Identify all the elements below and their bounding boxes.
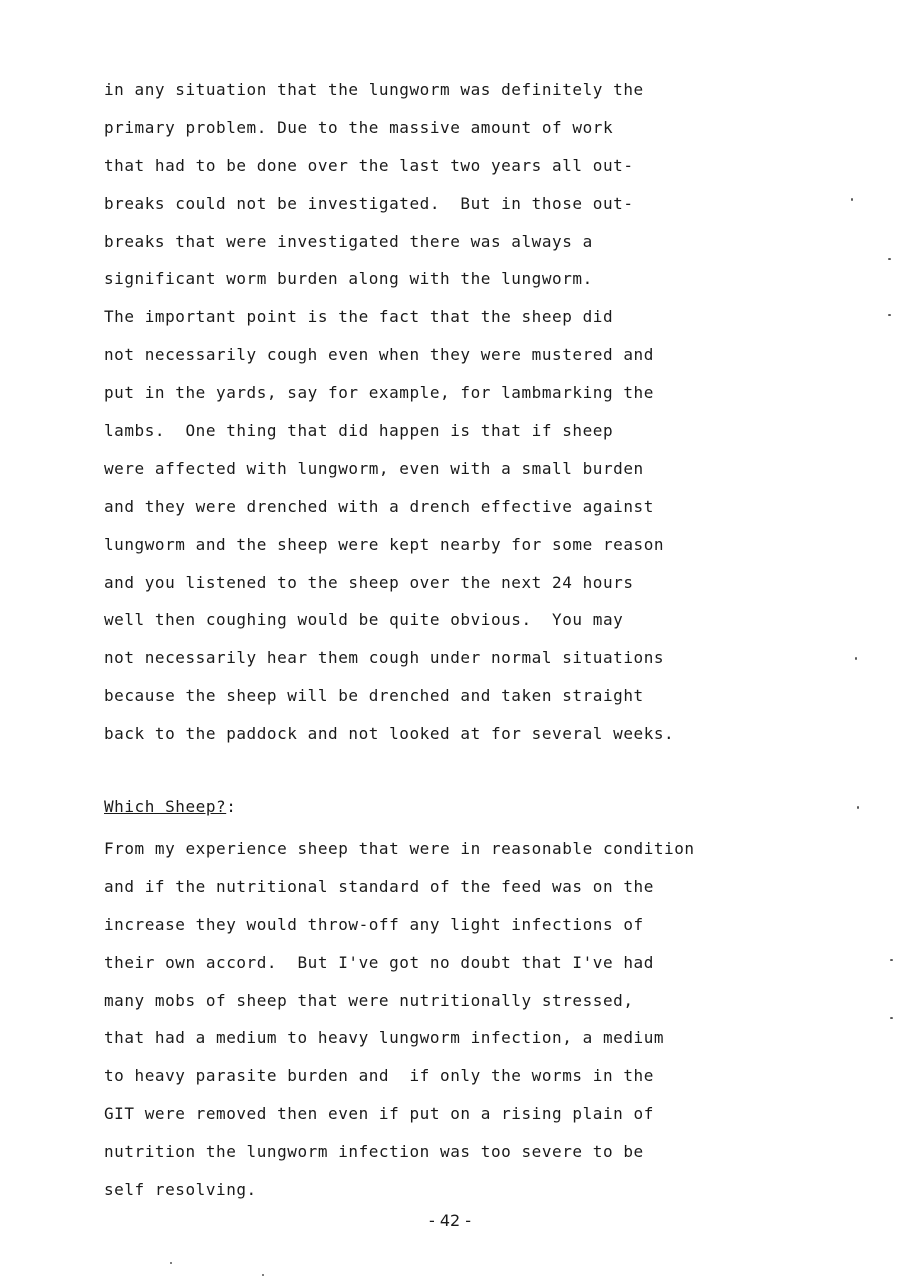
scan-speck xyxy=(888,258,891,260)
text-line: and if the nutritional standard of the feed was on the xyxy=(104,876,654,896)
text-line: that had a medium to heavy lungworm infection, a medium xyxy=(104,1028,665,1048)
paragraph-which-sheep xyxy=(104,830,804,1209)
text-line: to heavy parasite burden and if only the worms in the xyxy=(104,1066,654,1086)
text-line: not necessarily hear them cough under normal situations xyxy=(104,648,665,668)
scan-speck xyxy=(170,1262,172,1264)
text-line: well then coughing would be quite obvious. You may xyxy=(104,610,624,630)
section-heading-colon: : xyxy=(226,797,237,816)
scan-speck xyxy=(890,1017,893,1019)
section-heading-text: Which Sheep? xyxy=(104,797,227,816)
text-line: increase they would throw-off any light infections of xyxy=(104,914,644,934)
text-line: breaks could not be investigated. But in those out- xyxy=(104,193,634,213)
text-line: breaks that were investigated there was always a xyxy=(104,231,593,251)
text-line: because the sheep will be drenched and taken straight xyxy=(104,686,644,706)
scan-speck xyxy=(851,198,853,201)
text-line: back to the paddock and not looked at for several weeks. xyxy=(104,724,675,744)
scan-speck xyxy=(855,657,857,660)
section-heading xyxy=(104,792,804,822)
text-line: that had to be done over the last two years all out- xyxy=(104,155,634,175)
text-line: their own accord. But I've got no doubt that I've had xyxy=(104,952,654,972)
text-line: lambs. One thing that did happen is that if sheep xyxy=(104,421,614,441)
scan-speck xyxy=(888,314,891,316)
text-line: GIT were removed then even if put on a rising plain of xyxy=(104,1104,654,1124)
page-number: - 42 - xyxy=(428,1211,472,1230)
paragraph-lungworm-outbreaks xyxy=(104,71,804,753)
scan-speck xyxy=(890,959,893,961)
text-line: significant worm burden along with the lungworm. xyxy=(104,269,593,289)
scan-speck xyxy=(857,806,859,809)
text-line: nutrition the lungworm infection was too severe to be xyxy=(104,1142,644,1162)
text-line: not necessarily cough even when they were mustered and xyxy=(104,345,654,365)
text-line: lungworm and the sheep were kept nearby for some reason xyxy=(104,534,665,554)
text-line: put in the yards, say for example, for lambmarking the xyxy=(104,383,654,403)
text-line: in any situation that the lungworm was definitely the xyxy=(104,80,644,99)
text-line: From my experience sheep that were in reasonable condition xyxy=(104,839,695,858)
text-line: many mobs of sheep that were nutritionally stressed, xyxy=(104,990,634,1010)
text-line: The important point is the fact that the sheep did xyxy=(104,307,614,327)
scan-speck xyxy=(262,1274,264,1276)
text-line: primary problem. Due to the massive amount of work xyxy=(104,117,614,137)
text-line: were affected with lungworm, even with a small burden xyxy=(104,458,644,478)
text-line: and you listened to the sheep over the next 24 hours xyxy=(104,572,634,592)
text-line: self resolving. xyxy=(104,1180,257,1200)
text-line: and they were drenched with a drench effective against xyxy=(104,496,654,516)
